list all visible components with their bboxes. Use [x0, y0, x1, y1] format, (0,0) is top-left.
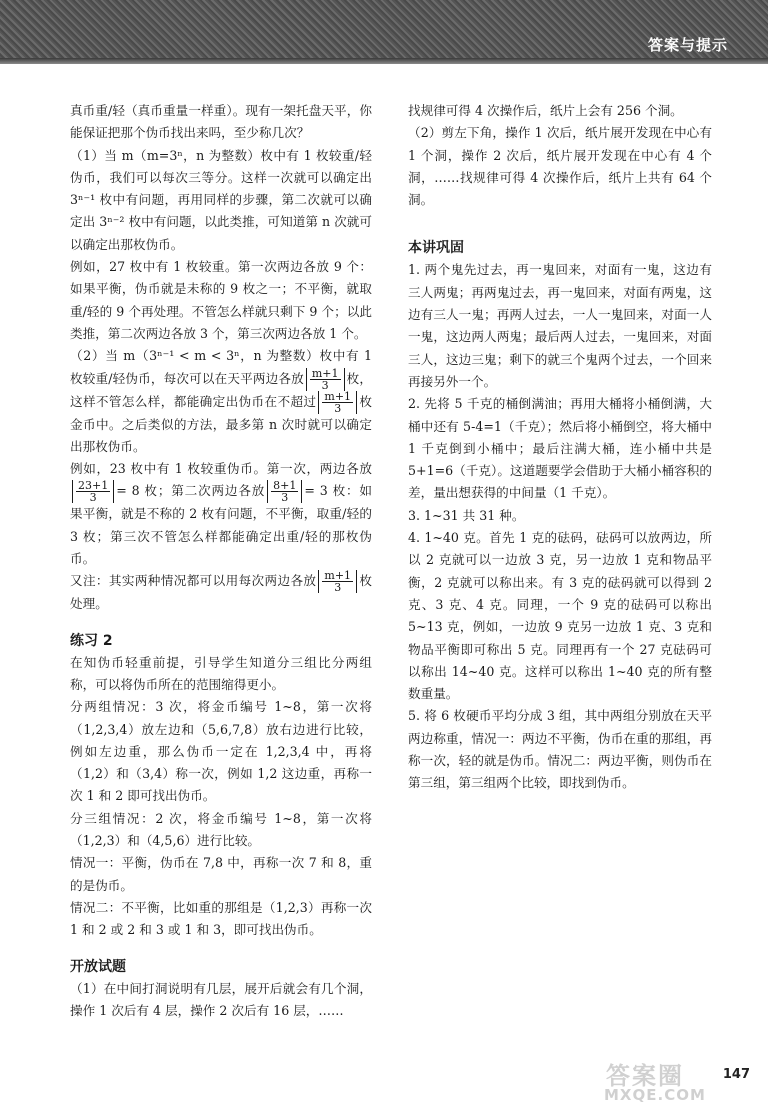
fraction-floor [267, 480, 302, 503]
paragraph: （2）剪左下角，操作 1 次后，纸片展开发现在中心有 1 个洞，操作 2 次后，纸片展开发现在中心有 4 个洞，……找规律可得 4 次操作后，纸片上共有 64 个洞。 [408, 125, 712, 208]
fraction-numerator: m+1 [324, 389, 352, 403]
paragraph: （1）在中间打洞说明有几层，展开后就会有几个洞，操作 1 次后有 4 层，操作 2 次后有 16 层，…… [70, 980, 372, 1018]
fraction-numerator: 8+1 [273, 479, 297, 493]
paragraph: 在知伪币轻重前提，引导学生知道分三组比分两组称，可以将伪币所在的范围缩得更小。 [70, 654, 372, 692]
text-run: 枚金币中。之后类似的方法，最多第 n 次时就可以确定出那枚伪币。 [70, 393, 373, 454]
spacer [70, 616, 372, 630]
fraction-denominator: 3 [281, 491, 289, 505]
paragraph: （1）当 m（m=3ⁿ，n 为整数）枚中有 1 枚较重/轻伪币，我们可以每次三等分。这样一次就可以确定出 3ⁿ⁻¹ 枚中有问题，再用同样的步骤，第二次就可以确定出 3ⁿ⁻² 枚中有问题，以此类推，可知道第 n 次就可以确定出那枚伪币。 [70, 147, 372, 252]
paragraph: 分三组情况：2 次，将金币编号 1~8，第一次将（1,2,3）和（4,5,6）进行比较。 [70, 810, 372, 849]
paragraph: 情况二：不平衡，比如重的那组是（1,2,3）再称一次 1 和 2 或 2 和 3 或 1 和 3，即可找出伪币。 [70, 899, 372, 938]
section-heading-open-questions: 开放试题 [70, 958, 126, 975]
answer-item: 5. 将 6 枚硬币平均分成 3 组，其中两组分别放在天平两边称重，情况一：两边不平衡，伪币在重的那组，再称一次，轻的就是伪币。情况二：两边平衡，则伪币在第三组，第三组两个比较，即找到伪币。 [408, 708, 712, 791]
paragraph: 真币重/轻（真币重量一样重）。现有一架托盘天平，你能保证把那个伪币找出来吗，至少称几次？ [70, 103, 372, 141]
left-column [70, 100, 372, 1022]
header-band [0, 0, 768, 64]
section-heading-review: 本讲巩固 [408, 240, 464, 257]
watermark-logo [598, 1056, 728, 1104]
fraction-floor [318, 570, 357, 593]
watermark-url: MXQE.COM [604, 1086, 706, 1104]
answer-item: 1. 两个鬼先过去，再一鬼回来，对面有一鬼，这边有三人两鬼；再两鬼过去，再一鬼回来，对面有两鬼，这边有三人一鬼；再两人过去，一人一鬼回来，对面一人一鬼，这边两人两鬼；最后两人过去，一鬼回来，对面三人，这边三鬼；剩下的就三个鬼两个过去，一个回来再接另外一个。 [408, 262, 712, 389]
paragraph [70, 458, 372, 570]
text-run: 枚处理。 [70, 573, 373, 612]
fraction-denominator: 3 [321, 378, 329, 392]
text-run: = 8 枚；第二次两边各放 [116, 483, 266, 499]
text-run: 又注：其实两种情况都可以用每次两边各放 [70, 573, 317, 589]
fraction-denominator: 3 [334, 401, 342, 415]
paragraph: 例如，27 枚中有 1 枚较重。第一次两边各放 9 个：如果平衡，伪币就是未称的 9 枚之一；不平衡，就取重/轻的 9 个再处理。不管怎么样就只剩下 9 个；以此类推，第二次两边各放 3 个，第三次两边各放 1 个。 [70, 259, 372, 341]
paragraph: 分两组情况：3 次，将金币编号 1~8，第一次将（1,2,3,4）放左边和（5,6,7,8）放右边进行比较，例如左边重，那么伪币一定在 1,2,3,4 中，再将（1,2）和（3,4）称一次，例如 1,2 这边重，再称一次 1 和 2 即可找出伪币。 [70, 699, 372, 804]
header-title: 答案与提示 [647, 36, 728, 54]
fraction-denominator: 3 [89, 491, 97, 505]
paragraph [70, 345, 372, 458]
fraction-floor [72, 480, 114, 503]
fraction-numerator: m+1 [324, 569, 352, 583]
fraction-floor [318, 391, 357, 414]
fraction-numerator: m+1 [311, 366, 339, 380]
fraction-floor [306, 368, 345, 391]
paragraph [70, 570, 372, 615]
fraction-numerator: 23+1 [78, 479, 109, 493]
text-run: 枚，这样不管怎么样，都能确定出伪币在不超过 [70, 370, 372, 409]
answer-item: 2. 先将 5 千克的桶倒满油；再用大桶将小桶倒满，大桶中还有 5-4=1（千克）；然后将小桶倒空，将大桶中 1 千克倒到小桶中；最后注满大桶，连小桶中共是 5+1=6（千克）。这道题要学会借助于大桶小桶容积的差，量出想获得的中间量（1 千克）。 [408, 396, 712, 501]
text-run: 例如，23 枚中有 1 枚较重伪币。第一次，两边各放 [70, 461, 372, 477]
spacer [70, 942, 372, 956]
watermark-text: 答案圈 [606, 1062, 684, 1090]
answer-item: 4. 1~40 克。首先 1 克的砝码，砝码可以放两边，所以 2 克就可以一边放 3 克，另一边放 1 克和物品平衡，2 克就可以称出来。有 3 克的砝码就可以得到 2 克、3 克、4 克。同理，一个 9 克的砝码可以称出 5~13 克，例如，一边放 9 克另一边放 1 克、3 克和物品平衡即可称出 5 克。同理再有一个 27 克砝码可以称出 14~40 克。这样可以称出 1~40 克的所有整数重量。 [408, 530, 712, 702]
paragraph: 情况一：平衡，伪币在 7,8 中，再称一次 7 和 8，重的是伪币。 [70, 855, 372, 893]
answer-item: 3. 1~31 共 31 种。 [408, 507, 525, 523]
page-number: 147 [722, 1067, 750, 1082]
right-column [408, 100, 712, 795]
paragraph: 找规律可得 4 次操作后，纸片上会有 256 个洞。 [408, 103, 683, 118]
text-run: （2）当 m（3ⁿ⁻¹ < m < 3ⁿ，n 为整数）枚中有 1 枚较重/轻伪币，每次可以在天平两边各放 [70, 348, 372, 386]
section-heading-practice-2: 练习 2 [70, 632, 113, 649]
spacer [408, 211, 712, 237]
text-run: = 3 枚：如果平衡，就是不称的 2 枚有问题，不平衡，取重/轻的 3 枚；第三次不管怎么样都能确定出重/轻的那枚伪币。 [70, 483, 372, 567]
fraction-denominator: 3 [334, 581, 342, 595]
